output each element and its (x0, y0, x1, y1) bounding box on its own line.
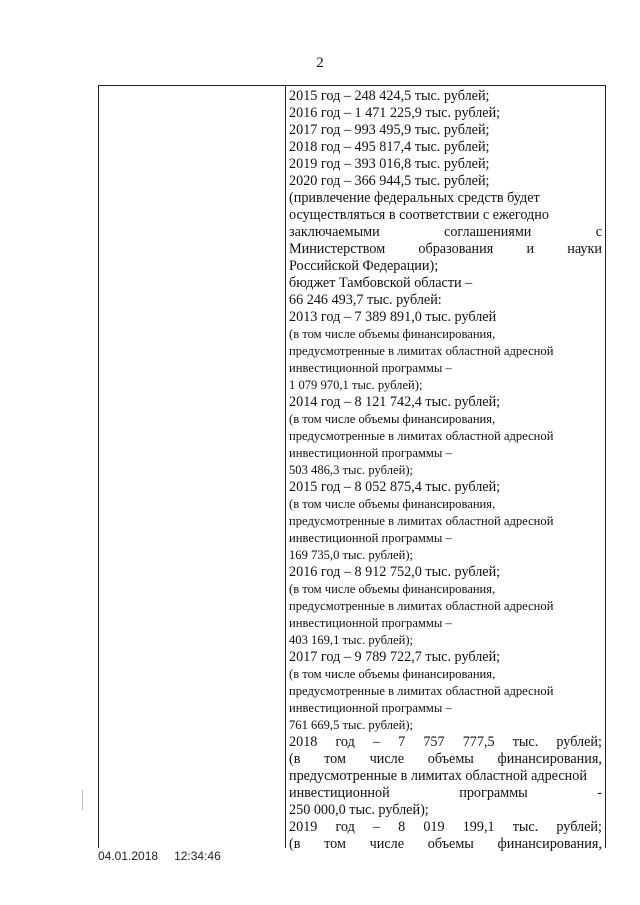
text-word: числе (369, 836, 405, 852)
text-line: 503 486,3 тыс. рублей); (289, 463, 414, 477)
text-word: числе (369, 751, 405, 767)
text-word: год (335, 734, 355, 750)
text-word: (в (289, 751, 301, 767)
text-line: 250 000,0 тыс. рублей); (289, 802, 429, 818)
column-divider (285, 85, 286, 848)
text-line: (привлечение федеральных средств будет (289, 190, 540, 206)
text-word: 2019 (289, 819, 318, 835)
text-word: том (324, 751, 346, 767)
text-line: (в том числе объемы финансирования, (289, 667, 496, 681)
text-line: 2016 год – 1 471 225,9 тыс. рублей; (289, 105, 501, 121)
text-word: – (372, 734, 381, 750)
text-line: 2017 год – 993 495,9 тыс. рублей; (289, 122, 490, 138)
text-line: 2015 год – 8 052 875,4 тыс. рублей; (289, 479, 501, 495)
text-line: 2016 год – 8 912 752,0 тыс. рублей; (289, 564, 501, 580)
text-line: (в том числе объемы финансирования, (289, 497, 496, 511)
text-word: программы (459, 785, 528, 801)
text-word: соглашениями (444, 224, 532, 240)
text-word: объемы (427, 836, 474, 852)
text-word: образования (418, 241, 494, 257)
text-word: 7 (398, 734, 406, 750)
page-number: 2 (316, 55, 324, 71)
text-word: 2018 (289, 734, 318, 750)
text-word: - (597, 785, 602, 801)
text-word: 8 (398, 819, 406, 835)
text-line (289, 734, 602, 751)
text-line: бюджет Тамбовской области – (289, 275, 473, 291)
text-line: инвестиционной программы – (289, 701, 452, 715)
financing-cell-text (289, 88, 602, 853)
text-line: 2017 год – 9 789 722,7 тыс. рублей; (289, 649, 501, 665)
text-word: финансирования, (497, 836, 602, 852)
text-line (289, 224, 602, 241)
text-word: объемы (427, 751, 474, 767)
text-line: 1 079 970,1 тыс. рублей); (289, 378, 423, 392)
text-line: предусмотренные в лимитах областной адресной (289, 344, 554, 358)
text-word: 777,5 (462, 734, 495, 750)
text-line: Российской Федерации); (289, 258, 439, 274)
text-word: финансирования, (497, 751, 602, 767)
text-line: 2014 год – 8 121 742,4 тыс. рублей; (289, 394, 501, 410)
text-line (289, 241, 602, 258)
text-word: инвестиционной (289, 785, 390, 801)
text-line: предусмотренные в лимитах областной адресной (289, 768, 587, 784)
text-word: с (595, 224, 602, 240)
text-line: предусмотренные в лимитах областной адресной (289, 514, 554, 528)
text-line: предусмотренные в лимитах областной адресной (289, 429, 554, 443)
text-line: 2013 год – 7 389 891,0 тыс. рублей (289, 309, 497, 325)
print-stamp (98, 849, 221, 863)
text-line: предусмотренные в лимитах областной адресной (289, 599, 554, 613)
text-line: осуществляться в соответствии с ежегодно (289, 207, 549, 223)
text-line (289, 836, 602, 853)
text-word: тыс. (512, 819, 539, 835)
text-line: (в том числе объемы финансирования, (289, 412, 496, 426)
text-line: инвестиционной программы – (289, 616, 452, 630)
text-word: (в (289, 836, 301, 852)
text-line (289, 751, 602, 768)
text-word: – (372, 819, 381, 835)
text-word: 019 (423, 819, 445, 835)
text-line: 2015 год – 248 424,5 тыс. рублей; (289, 88, 490, 104)
text-line: инвестиционной программы – (289, 531, 452, 545)
text-word: том (324, 836, 346, 852)
text-word: рублей; (556, 819, 602, 835)
text-word: 199,1 (462, 819, 495, 835)
text-word: и (526, 241, 535, 257)
text-line: 761 669,5 тыс. рублей); (289, 718, 414, 732)
text-line: 403 169,1 тыс. рублей); (289, 633, 414, 647)
text-word: рублей; (556, 734, 602, 750)
text-line: 169 735,0 тыс. рублей); (289, 548, 414, 562)
text-line (289, 785, 602, 802)
text-line: 2018 год – 495 817,4 тыс. рублей; (289, 139, 490, 155)
text-line: инвестиционной программы – (289, 446, 452, 460)
text-word: тыс. (512, 734, 539, 750)
text-line: 2019 год – 393 016,8 тыс. рублей; (289, 156, 490, 172)
text-word: Министерством (289, 241, 386, 257)
text-word: год (335, 819, 355, 835)
text-line: 66 246 493,7 тыс. рублей: (289, 292, 442, 308)
text-word: заключаемыми (289, 224, 380, 240)
text-line: предусмотренные в лимитах областной адресной (289, 684, 554, 698)
text-line: (в том числе объемы финансирования, (289, 582, 496, 596)
text-line: инвестиционной программы – (289, 361, 452, 375)
text-line: (в том числе объемы финансирования, (289, 327, 496, 341)
stamp-time: 12:34:46 (174, 849, 221, 863)
margin-mark (82, 790, 83, 810)
text-word: 757 (423, 734, 445, 750)
text-line (289, 819, 602, 836)
stamp-date: 04.01.2018 (98, 849, 159, 863)
text-word: науки (567, 241, 602, 257)
text-line: 2020 год – 366 944,5 тыс. рублей; (289, 173, 490, 189)
